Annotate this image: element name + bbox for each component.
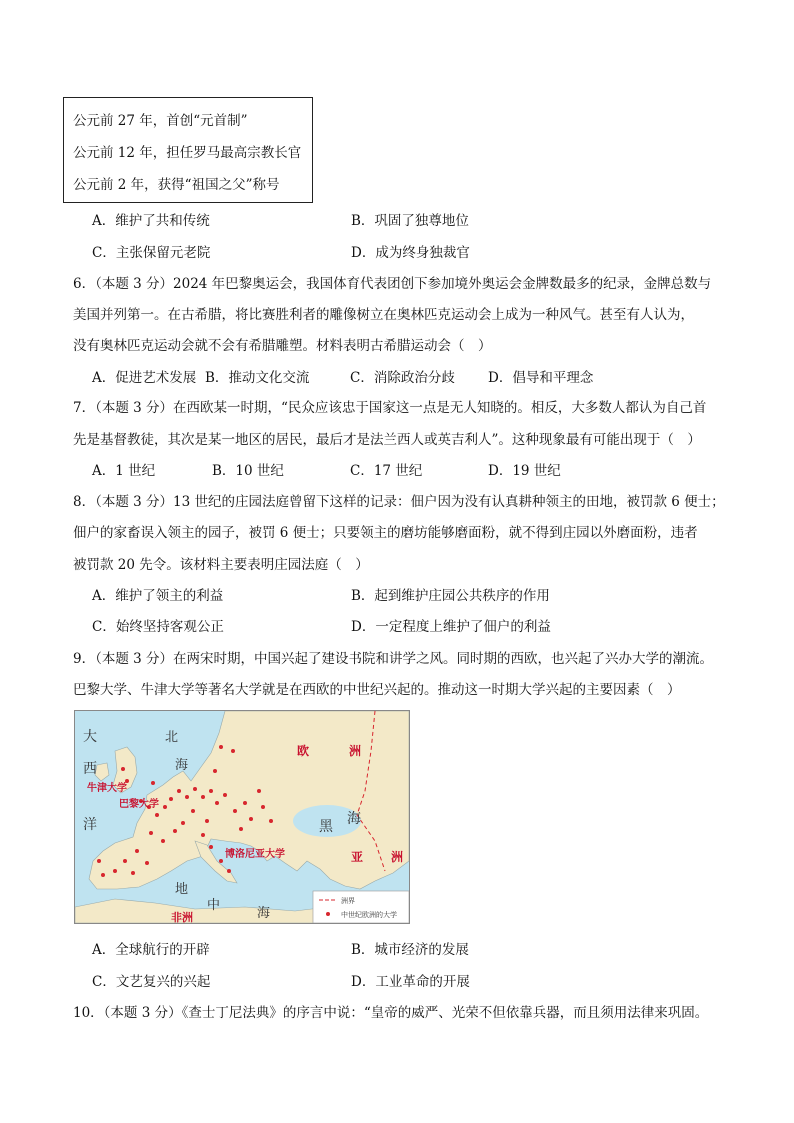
map-canvas xyxy=(75,711,409,923)
q8-stem-line-3: 被罚款 20 先令。该材料主要表明庄园法庭（ ） xyxy=(73,557,369,573)
university-dot xyxy=(101,873,105,877)
map-label-ocean-1: 大 xyxy=(83,728,97,744)
university-dot xyxy=(151,781,155,785)
university-dot xyxy=(223,793,227,797)
legend-university-swatch xyxy=(326,912,330,916)
university-dot xyxy=(97,859,101,863)
q7-stem-line-2: 先是基督教徒，其次是某一地区的居民，最后才是法兰西人或英吉利人”。这种现象最有可能出现于（ ） xyxy=(73,432,701,448)
university-dot xyxy=(215,801,219,805)
legend-university-label: 中世纪欧洲的大学 xyxy=(341,912,397,919)
university-dot xyxy=(191,809,195,813)
q7-option-a[interactable]: A．1 世纪 xyxy=(92,463,156,479)
map-label-ocean-3: 洋 xyxy=(83,816,97,832)
map-label-asia-1: 亚 xyxy=(351,850,364,864)
university-dot xyxy=(233,809,237,813)
map-label-north-sea-1: 北 xyxy=(165,729,179,744)
university-dot xyxy=(201,795,205,799)
map-label-black-sea-2: 海 xyxy=(347,810,361,826)
q6-stem-line-3: 没有奥林匹克运动会就不会有希腊雕塑。材料表明古希腊运动会（ ） xyxy=(73,338,492,354)
material-line-3: 公元前 2 年，获得“祖国之父”称号 xyxy=(73,177,280,193)
q7-stem-line-1: 7．（本题 3 分）在西欧某一时期，“民众应该忠于国家这一点是无人知晓的。相反，大多数人都认为自己首 xyxy=(73,400,707,416)
map-label-asia-2: 洲 xyxy=(391,850,404,864)
university-dot xyxy=(161,839,165,843)
university-dot xyxy=(163,805,167,809)
q9-option-a[interactable]: A．全球航行的开辟 xyxy=(92,942,210,958)
university-dot xyxy=(219,745,223,749)
material-box xyxy=(63,97,313,203)
university-dot xyxy=(181,821,185,825)
university-dot xyxy=(185,795,189,799)
q6-option-a[interactable]: A．促进艺术发展 xyxy=(92,370,197,386)
university-dot xyxy=(169,797,173,801)
university-dot xyxy=(209,789,213,793)
university-dot xyxy=(173,829,177,833)
q8-option-a[interactable]: A．维护了领主的利益 xyxy=(92,588,224,604)
university-dot xyxy=(219,859,223,863)
q5-option-c[interactable]: C．主张保留元老院 xyxy=(92,245,211,261)
university-dot xyxy=(145,861,149,865)
q8-option-c[interactable]: C．始终坚持客观公正 xyxy=(92,619,224,635)
medieval-universities-map xyxy=(74,710,410,924)
university-dot xyxy=(149,831,153,835)
university-dot xyxy=(155,813,159,817)
university-dot xyxy=(231,749,235,753)
map-label-med-1: 地 xyxy=(175,881,189,896)
university-dot xyxy=(113,869,117,873)
q9-stem-line-1: 9．（本题 3 分）在两宋时期，中国兴起了建设书院和讲学之风。同时期的西欧，也兴起了兴办大学的潮流。 xyxy=(73,651,714,667)
university-dot xyxy=(213,769,217,773)
university-dot xyxy=(227,869,231,873)
map-label-africa: 非洲 xyxy=(171,912,193,923)
university-dot xyxy=(177,789,181,793)
university-dot xyxy=(193,787,197,791)
university-dot xyxy=(201,833,205,837)
legend-boundary-label: 洲界 xyxy=(341,898,355,905)
q5-option-b[interactable]: B．巩固了独尊地位 xyxy=(351,213,469,229)
q9-option-c[interactable]: C．文艺复兴的兴起 xyxy=(92,974,211,990)
q5-option-a[interactable]: A．维护了共和传统 xyxy=(92,213,210,229)
q9-option-d[interactable]: D．工业革命的开展 xyxy=(351,974,470,990)
q6-stem-line-2: 美国并列第一。在古希腊，将比赛胜利者的雕像树立在奥林匹克运动会上成为一种风气。甚至有人认为， xyxy=(73,307,694,323)
map-label-oxford: 牛津大学 xyxy=(87,783,127,794)
q7-option-c[interactable]: C．17 世纪 xyxy=(350,463,423,479)
map-label-bologna: 博洛尼亚大学 xyxy=(225,849,285,860)
university-dot xyxy=(239,827,243,831)
material-line-1: 公元前 27 年，首创“元首制” xyxy=(73,113,248,129)
university-dot xyxy=(249,817,253,821)
university-dot xyxy=(243,801,247,805)
university-dot xyxy=(121,767,125,771)
q6-stem-line-1: 6．（本题 3 分）2024 年巴黎奥运会，我国体育代表团创下参加境外奥运会金牌数最多的纪录，金牌总数与 xyxy=(73,276,712,292)
university-dot xyxy=(257,789,261,793)
university-dot xyxy=(269,819,273,823)
q7-option-d[interactable]: D．19 世纪 xyxy=(488,463,561,479)
map-label-europe-1: 欧 xyxy=(297,744,310,758)
map-label-black-sea-1: 黑 xyxy=(319,818,333,834)
map-label-med-2: 中 xyxy=(207,897,221,912)
map-label-north-sea-2: 海 xyxy=(175,757,189,772)
university-dot xyxy=(135,849,139,853)
map-label-med-3: 海 xyxy=(257,905,271,920)
q9-stem-line-2: 巴黎大学、牛津大学等著名大学就是在西欧的中世纪兴起的。推动这一时期大学兴起的主要因素（ ） xyxy=(73,682,681,698)
q6-option-b[interactable]: B．推动文化交流 xyxy=(205,370,310,386)
q8-stem-line-2: 佃户的家畜误入领主的园子，被罚 6 便士；只要领主的磨坊能够磨面粉，就不得到庄园以外磨面粉，违者 xyxy=(73,525,698,541)
q6-option-d[interactable]: D．倡导和平理念 xyxy=(488,370,594,386)
q8-option-d[interactable]: D．一定程度上维护了佃户的利益 xyxy=(351,619,551,635)
map-label-europe-2: 洲 xyxy=(349,744,362,758)
university-dot xyxy=(261,805,265,809)
material-line-2: 公元前 12 年，担任罗马最高宗教长官 xyxy=(73,145,302,161)
q6-option-c[interactable]: C．消除政治分歧 xyxy=(350,370,455,386)
q10-stem-line-1: 10．（本题 3 分）《查士丁尼法典》的序言中说：“皇帝的威严、光荣不但依靠兵器，而且须用法律来巩固。 xyxy=(73,1005,709,1021)
map-legend xyxy=(313,891,409,923)
university-dot xyxy=(123,859,127,863)
q8-stem-line-1: 8．（本题 3 分）13 世纪的庄园法庭曾留下这样的记录：佃户因为没有认真耕种领主的田地，被罚款 6 便士； xyxy=(73,494,725,510)
university-dot xyxy=(209,845,213,849)
q7-option-b[interactable]: B．10 世纪 xyxy=(212,463,284,479)
map-label-ocean-2: 西 xyxy=(83,760,97,776)
map-label-paris: 巴黎大学 xyxy=(119,799,159,810)
q8-option-b[interactable]: B．起到维护庄园公共秩序的作用 xyxy=(351,588,550,604)
university-dot xyxy=(205,819,209,823)
university-dot xyxy=(131,871,135,875)
q5-option-d[interactable]: D．成为终身独裁官 xyxy=(351,245,470,261)
q9-option-b[interactable]: B．城市经济的发展 xyxy=(351,942,469,958)
